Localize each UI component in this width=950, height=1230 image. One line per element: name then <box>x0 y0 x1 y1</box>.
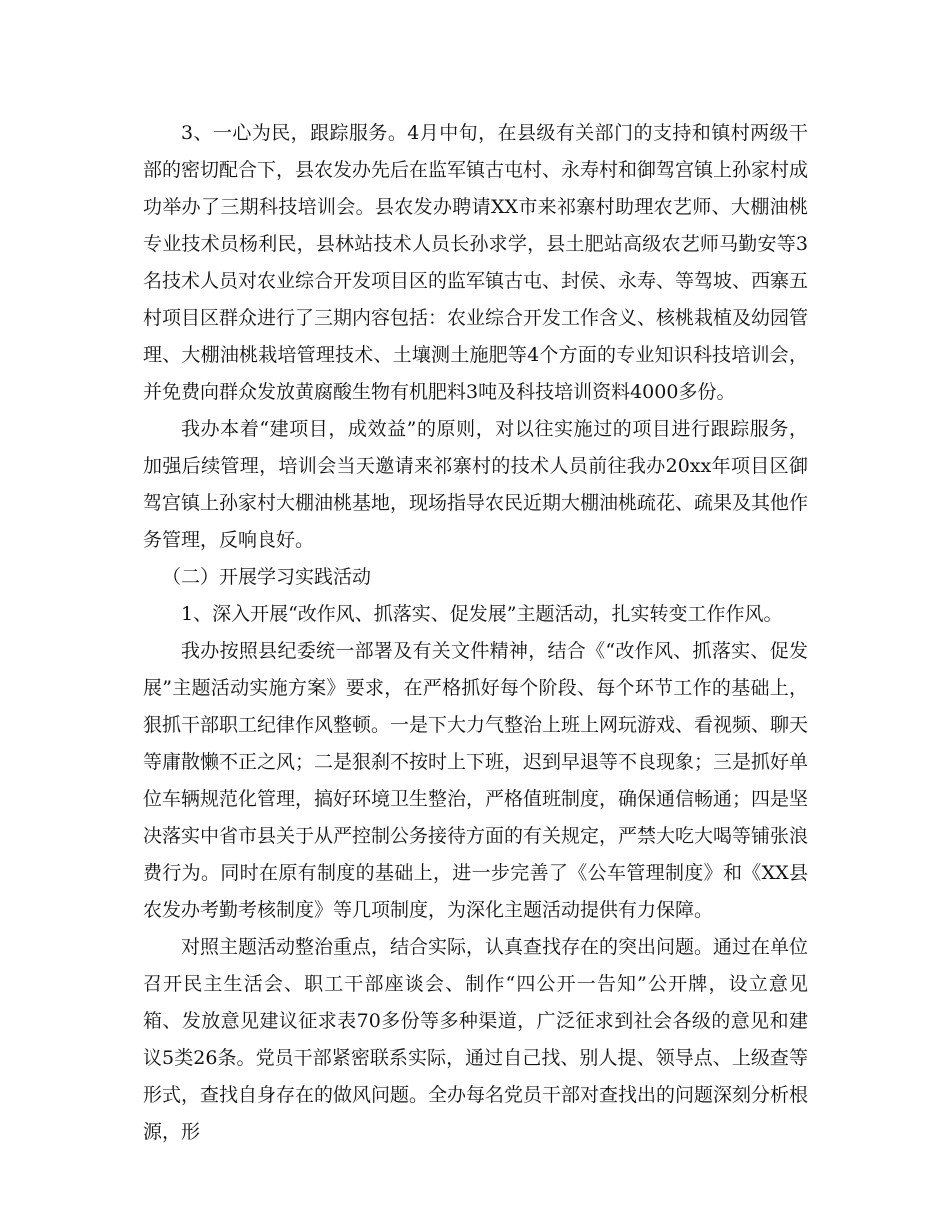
paragraph-training-service: 3、一心为民，跟踪服务。4月中旬，在县级有关部门的支持和镇村两级干部的密切配合下，县农发办先后在监军镇古屯村、永寿村和御驾宫镇上孙家村成功举办了三期科技培训会。县农发办聘请XX市来祁寨村助理农艺师、大棚油桃专业技术员杨利民，县林站技术人员长孙求学，县土肥站高级农艺师马勤安等3名技术人员对农业综合开发项目区的监军镇古屯、封侯、永寿、等驾坡、西寨五村项目区群众进行了三期内容包括：农业综合开发工作含义、核桃栽植及幼园管理、大棚油桃栽培管理技术、土壤测土施肥等4个方面的专业知识科技培训会，并免费向群众发放黄腐酸生物有机肥料3吨及科技培训资料4000多份。 <box>143 122 809 403</box>
section-heading-study-practice: （二）开展学习实践活动 <box>162 566 372 588</box>
paragraph-theme-activity-title: 1、深入开展“改作风、抓落实、促发展”主题活动，扎实转变工作作风。 <box>181 603 783 625</box>
paragraph-discipline-rectification: 我办按照县纪委统一部署及有关文件精神，结合《“改作风、抓落实、促发展”主题活动实施方案》要求，在严格抓好每个阶段、每个环节工作的基础上，狠抓干部职工纪律作风整顿。一是下大力气整治上班上网玩游戏、看视频、聊天等庸散懒不正之风；二是狠刹不按时上下班，迟到早退等不良现象；三是抓好单位车辆规范化管理，搞好环境卫生整治，严格值班制度，确保通信畅通；四是坚决落实中省市县关于从严控制公务接待方面的有关规定，严禁大吃大喝等铺张浪费行为。同时在原有制度的基础上，进一步完善了《公车管理制度》和《XX县农发办考勤考核制度》等几项制度，为深化主题活动提供有力保障。 <box>143 640 809 921</box>
paragraph-follow-up-service: 我办本着“建项目，成效益”的原则，对以往实施过的项目进行跟踪服务，加强后续管理，培训会当天邀请来祁寨村的技术人员前往我办20xx年项目区御驾宫镇上孙家村大棚油桃基地，现场指导农民近期大棚油桃疏花、疏果及其他作务管理，反响良好。 <box>143 418 809 551</box>
paragraph-problem-finding: 对照主题活动整治重点，结合实际，认真查找存在的突出问题。通过在单位召开民主生活会、职工干部座谈会、制作“四公开一告知”公开牌，设立意见箱、发放意见建议征求表70多份等多种渠道，广泛征求到社会各级的意见和建议5类26条。党员干部紧密联系实际，通过自己找、别人提、领导点、上级查等形式，查找自身存在的做风问题。全办每名党员干部对查找出的问题深刻分析根源，形 <box>143 936 809 1143</box>
document-body <box>143 115 808 1151</box>
